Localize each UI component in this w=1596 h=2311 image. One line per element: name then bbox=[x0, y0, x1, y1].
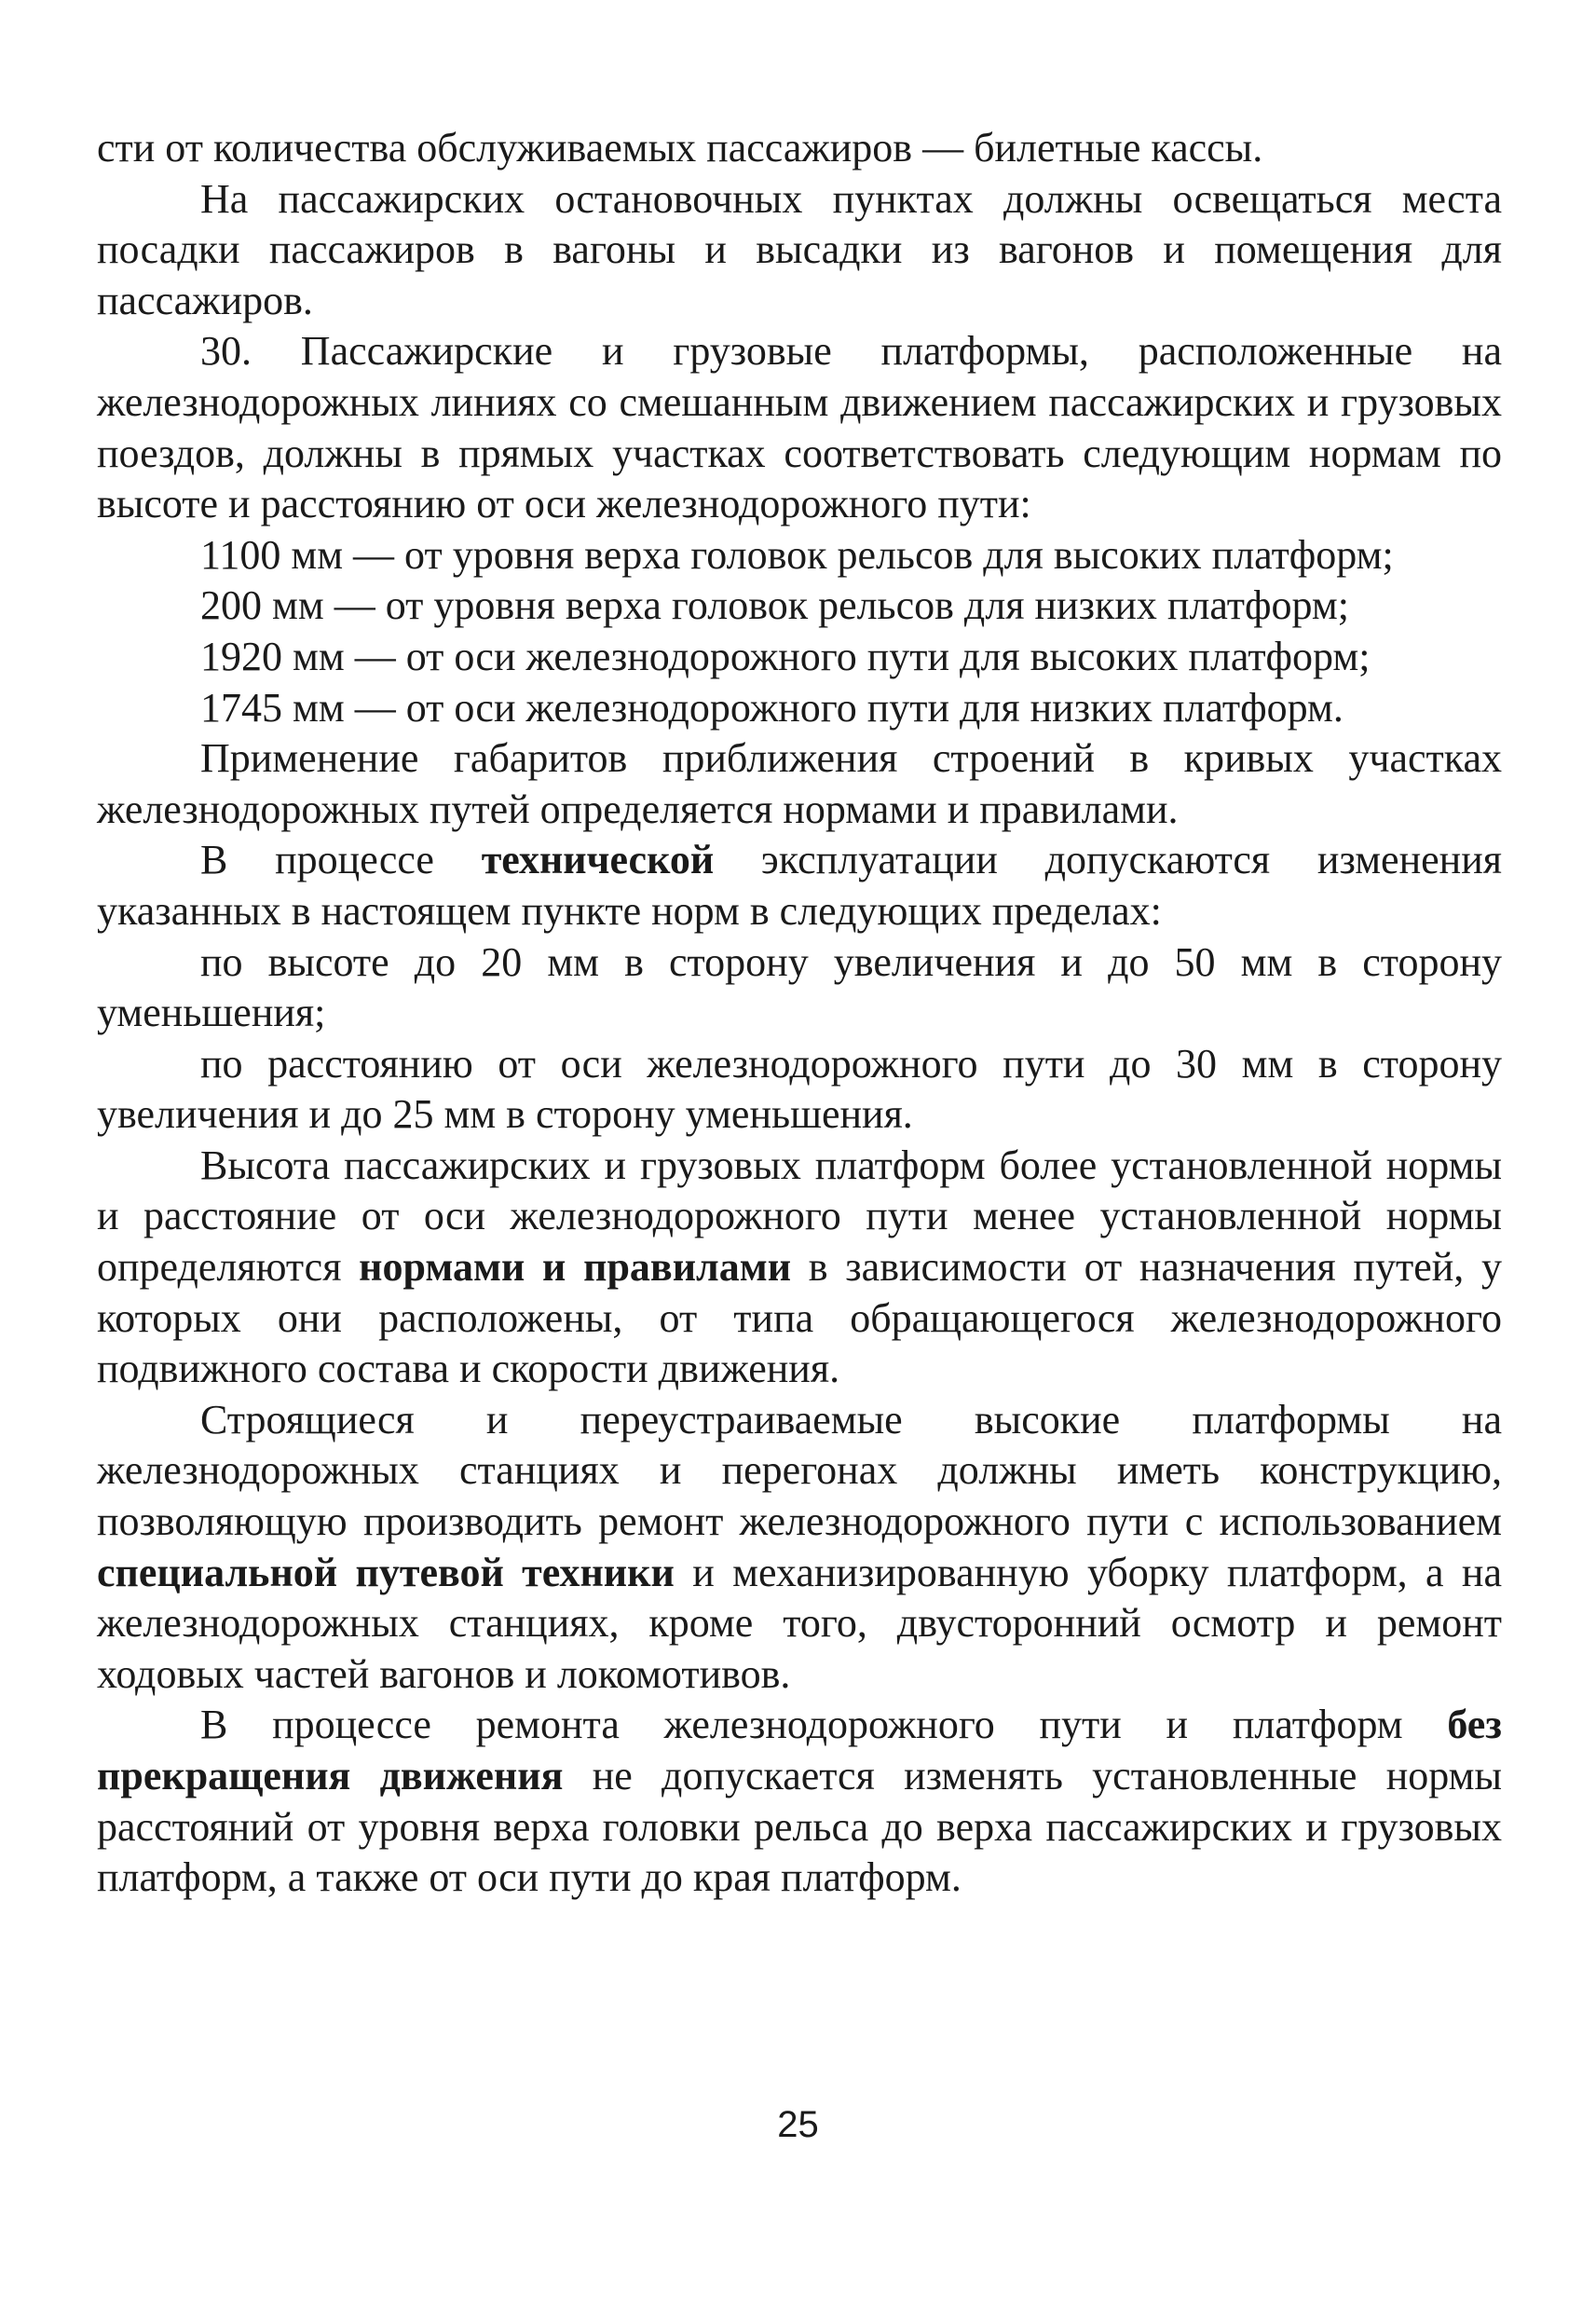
paragraph-text: и механизированную уборку платформ, а на железнодорожных станциях, кроме того, двусторонний осмотр и ремонт ходовых частей вагонов и локомотивов. bbox=[97, 1549, 1502, 1697]
paragraph-text: в зависимости от назначения путей, у которых они расположены, от типа обращающегося железнодорожного подвижного состава и скорости движения. bbox=[97, 1244, 1502, 1392]
paragraph-text: по высоте до 20 мм в сторону увеличения и до 50 мм в сторону уменьшения; bbox=[97, 938, 1502, 1036]
paragraph bbox=[97, 530, 1502, 581]
paragraph-text: 30. Пассажирские и грузовые платформы, расположенные на железнодорожных линиях со смешанным движением пассажирских и грузовых поездов, должны в прямых участках соответствовать следующим нормам по высоте и расстоянию от оси железнодорожного пути: bbox=[97, 328, 1502, 527]
paragraph-text: В процессе ремонта железнодорожного пути и платформ bbox=[200, 1702, 1448, 1748]
paragraph-text: не допускается изменять установленные нормы расстояний от уровня верха головки рельса до верха пассажирских и грузовых платформ, а также от оси пути до края платформ. bbox=[97, 1753, 1502, 1901]
paragraph bbox=[97, 937, 1502, 1039]
paragraph bbox=[97, 835, 1502, 937]
paragraph bbox=[97, 683, 1502, 734]
paragraph-text: Высота пассажирских и грузовых платформ более установленной нормы и расстояние от оси железнодорожного пути менее установленной нормы определяются bbox=[97, 1142, 1502, 1291]
paragraph bbox=[97, 632, 1502, 683]
paragraph-text: Строящиеся и переустраиваемые высокие платформы на железнодорожных станциях и перегонах должны иметь конструкцию, позволяющую производить ремонт железнодорожного пути с использованием bbox=[97, 1396, 1502, 1545]
paragraph bbox=[97, 1700, 1502, 1903]
paragraph bbox=[97, 326, 1502, 529]
page-number: 25 bbox=[777, 2104, 819, 2145]
bold-text: нормами и правилами bbox=[359, 1244, 792, 1291]
paragraph-text: В процессе bbox=[200, 837, 482, 883]
paragraph-text: по расстоянию от оси железнодорожного пути до 30 мм в сторону увеличения и до 25 мм в сторону уменьшения. bbox=[97, 1040, 1502, 1138]
paragraph-text: эксплуатации допускаются изменения указанных в настоящем пункте норм в следующих пределах: bbox=[97, 837, 1502, 934]
paragraph-text: 1745 мм — от оси железнодорожного пути для низких платформ. bbox=[200, 684, 1344, 731]
paragraph bbox=[97, 174, 1502, 327]
paragraph bbox=[97, 1039, 1502, 1141]
paragraph bbox=[97, 123, 1502, 174]
paragraph bbox=[97, 1395, 1502, 1701]
paragraph-text: 1100 мм — от уровня верха головок рельсов для высоких платформ; bbox=[200, 531, 1394, 578]
paragraph bbox=[97, 581, 1502, 632]
paragraph-text: 1920 мм — от оси железнодорожного пути для высоких платформ; bbox=[200, 633, 1371, 679]
paragraph-text: сти от количества обслуживаемых пассажиров — билетные кассы. bbox=[97, 125, 1263, 171]
bold-text: без прекращения движения bbox=[97, 1702, 1502, 1798]
body-text bbox=[97, 123, 1502, 1904]
bold-text: специальной путевой техники bbox=[97, 1549, 675, 1595]
paragraph-text: На пассажирских остановочных пунктах должны освещаться места посадки пассажиров в вагоны и высадки из вагонов и помещения для пассажиров. bbox=[97, 175, 1502, 323]
paragraph bbox=[97, 733, 1502, 835]
paragraph bbox=[97, 1141, 1502, 1395]
bold-text: технической bbox=[481, 837, 715, 883]
paragraph-text: Применение габаритов приближения строений в кривых участках железнодорожных путей определяется нормами и правилами. bbox=[97, 735, 1502, 832]
paragraph-text: 200 мм — от уровня верха головок рельсов для низких платформ; bbox=[200, 582, 1349, 629]
